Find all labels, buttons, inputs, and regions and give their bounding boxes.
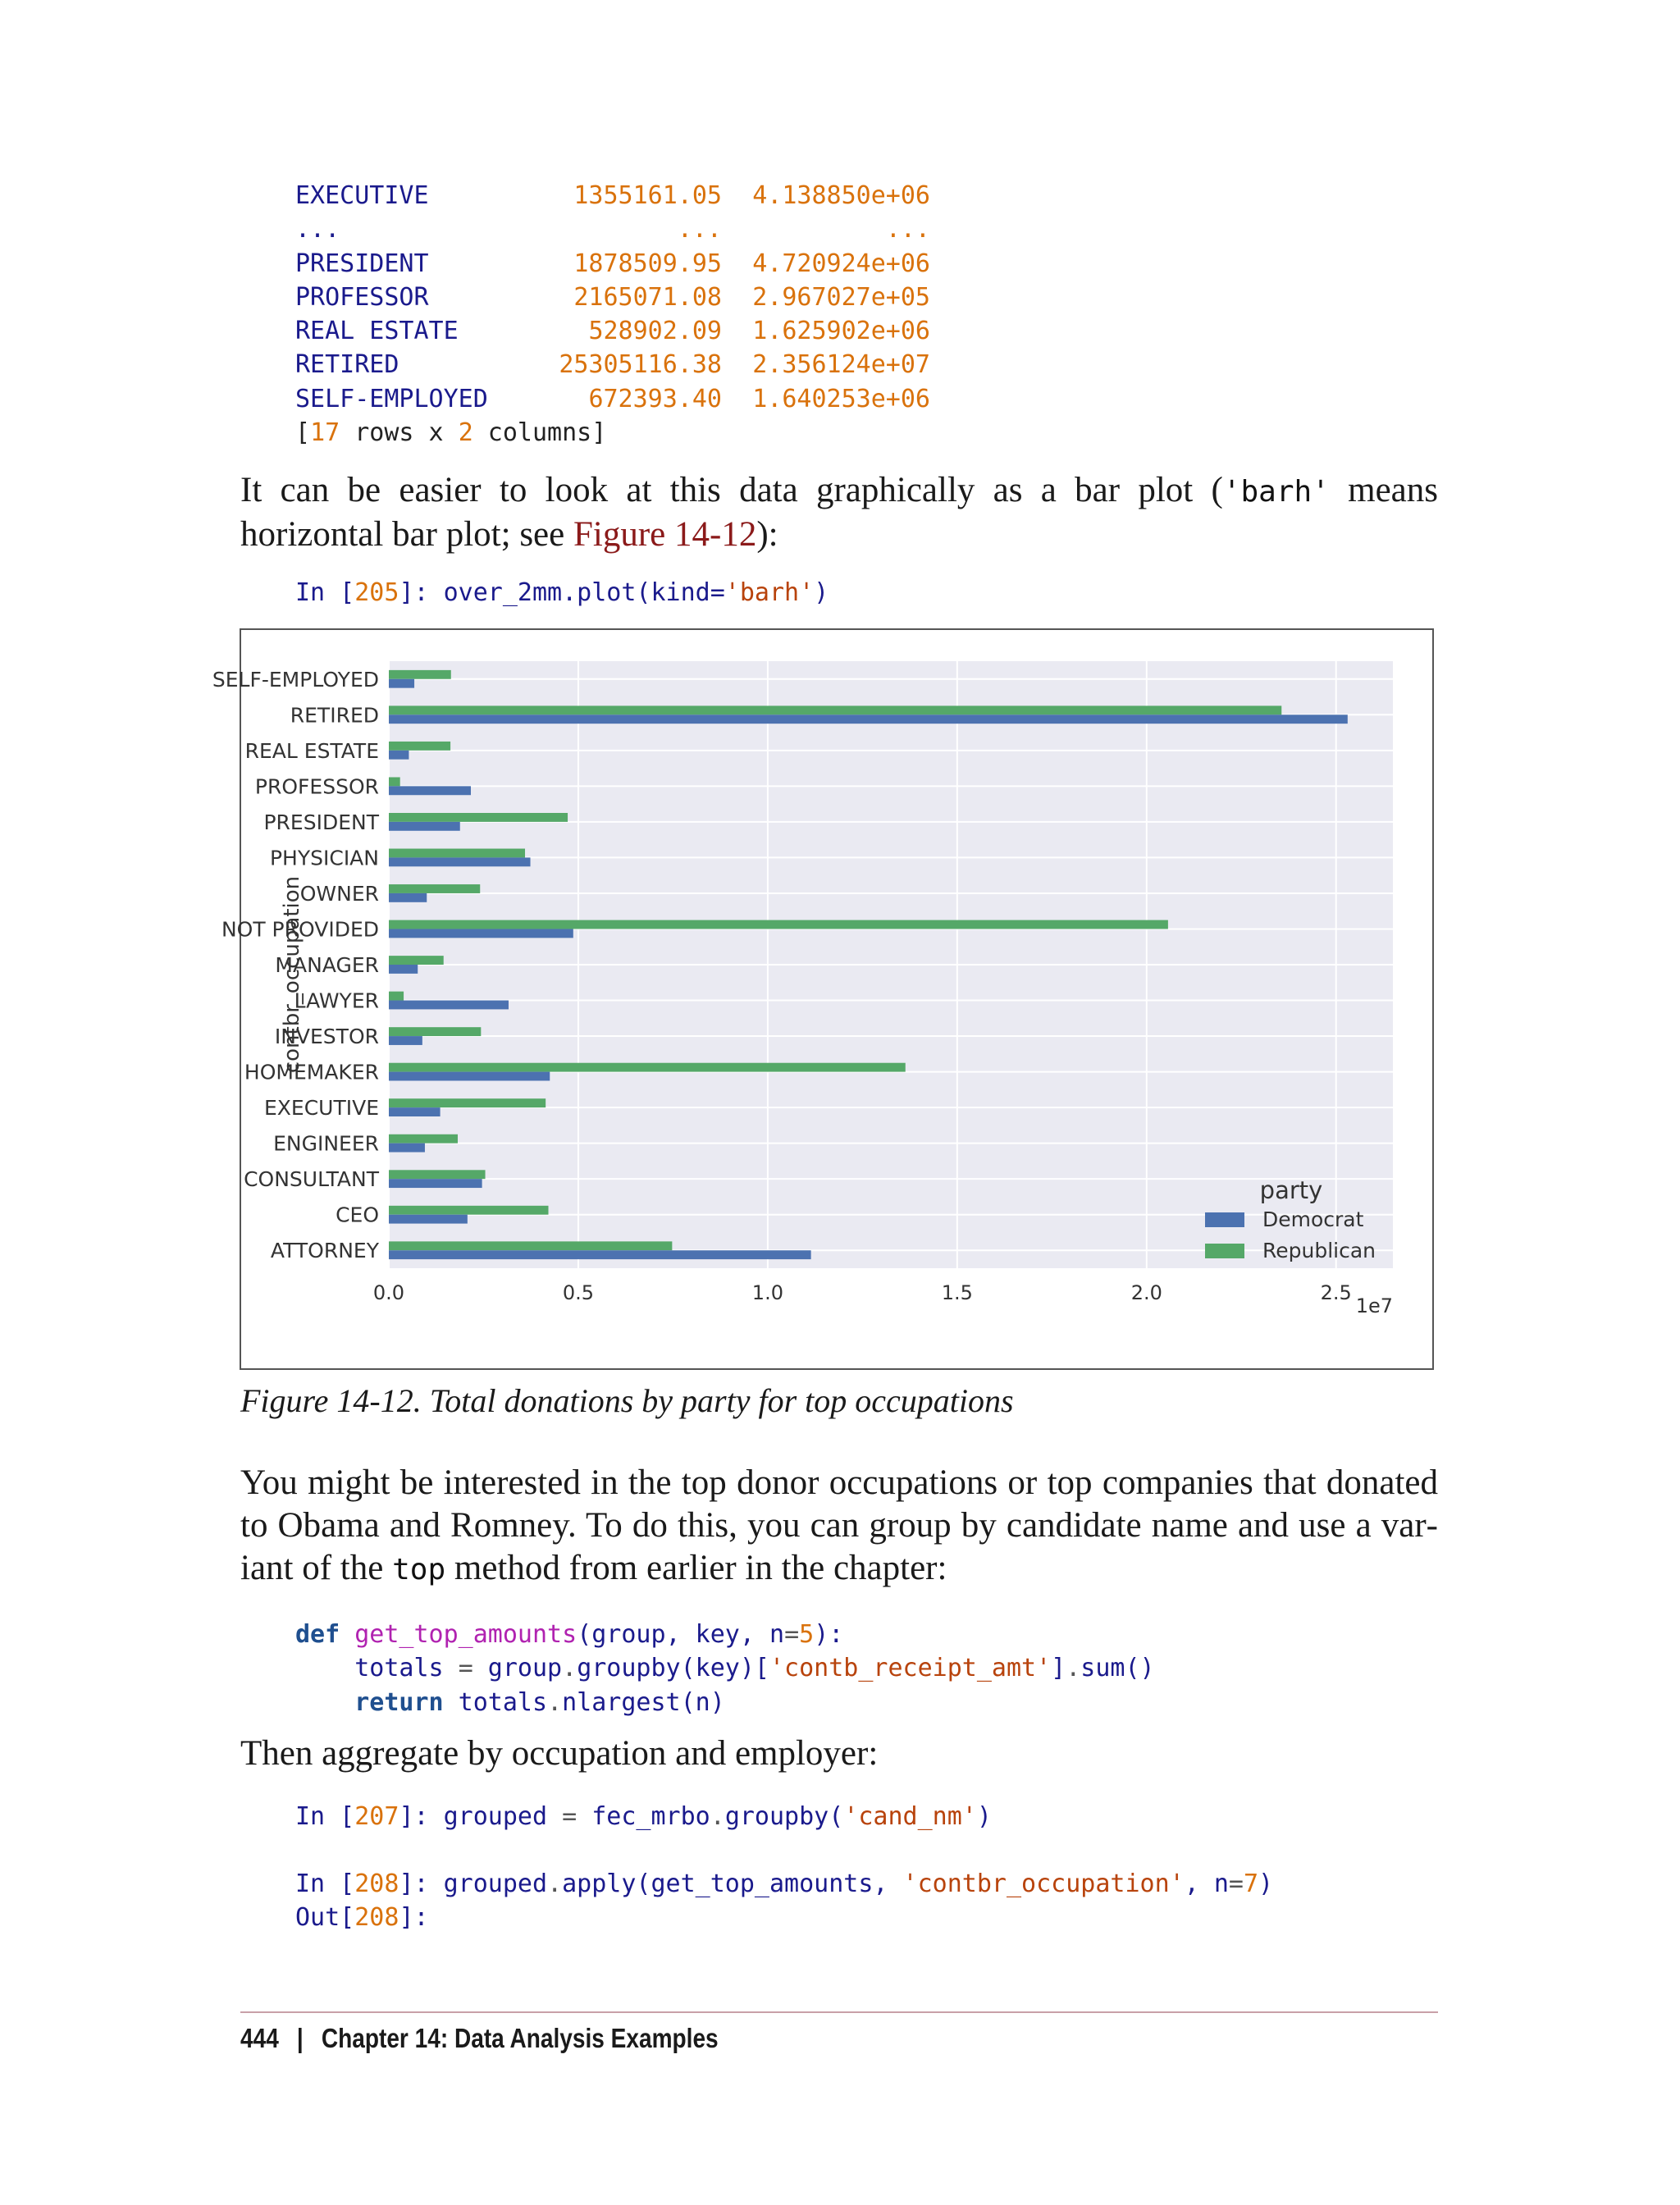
- legend-swatch-republican: [1205, 1244, 1244, 1258]
- bar-republican: [389, 670, 451, 679]
- code2-totals-ref: totals: [443, 1687, 548, 1717]
- code-groupby: [295, 1800, 992, 1833]
- code4-line-2: [295, 1901, 1273, 1934]
- y-tick-label: EXECUTIVE: [263, 1096, 379, 1121]
- code2-sum: sum(): [1080, 1654, 1155, 1683]
- page-number: 444: [240, 2023, 279, 2053]
- paragraph-barplot-intro: [240, 469, 1438, 556]
- bar-democrat: [389, 1179, 482, 1188]
- footer-rows-text: rows x: [340, 418, 459, 448]
- code4-eq: =: [1228, 1869, 1244, 1898]
- row-republican-value: 1.640253e+06: [752, 384, 930, 413]
- para2-code: top: [392, 1553, 446, 1586]
- bar-republican: [389, 849, 525, 858]
- figure-caption: Figure 14-12. Total donations by party for top occupations: [240, 1382, 1014, 1419]
- row-republican-value: 2.967027e+05: [752, 282, 930, 312]
- footer-columns-text: columns]: [472, 418, 607, 448]
- bar-democrat: [389, 1001, 509, 1010]
- row-republican-value: 1.625902e+06: [752, 317, 930, 346]
- axis-offset-label: 1e7: [1355, 1294, 1393, 1317]
- y-tick-label: PRESIDENT: [263, 810, 379, 834]
- paragraph-aggregate: Then aggregate by occupation and employer:: [240, 1734, 879, 1773]
- row-republican-value: 2.356124e+07: [752, 350, 930, 380]
- bar-republican: [389, 1170, 486, 1179]
- code4-out-a: Out[: [295, 1903, 355, 1933]
- code2-line-3: [295, 1686, 1155, 1719]
- code1-string: 'barh': [724, 578, 815, 607]
- y-tick-label: PHYSICIAN: [269, 846, 379, 870]
- code3-string: 'cand_nm': [843, 1802, 977, 1831]
- bar-republican: [389, 1241, 672, 1250]
- table-row: [295, 212, 930, 246]
- row-democrat-value: ...: [677, 215, 722, 244]
- dataframe-output: [295, 179, 930, 450]
- footer-separator: |: [296, 2023, 304, 2053]
- bar-democrat: [389, 1107, 441, 1116]
- table-row: [295, 179, 930, 212]
- bar-democrat: [389, 1072, 550, 1081]
- y-tick-label: CEO: [336, 1203, 379, 1227]
- x-tick-label: 0.0: [372, 1281, 405, 1304]
- bar-democrat: [389, 893, 427, 902]
- table-row: [295, 247, 930, 281]
- code3-body: fec_mrbo: [577, 1802, 710, 1831]
- para1-text-a: It can be easier to look at this data graphically as a bar plot (: [240, 471, 1223, 509]
- row-label: RETIRED: [295, 350, 399, 380]
- bar-democrat: [389, 857, 531, 866]
- footer-row-count: 17: [310, 418, 340, 448]
- y-tick-label: PROFESSOR: [254, 774, 379, 799]
- y-tick-label: LAWYER: [294, 988, 379, 1013]
- code2-totals: totals: [295, 1654, 459, 1683]
- code2-default-n: 5: [799, 1620, 815, 1649]
- code2-l1-end: ):: [814, 1620, 844, 1649]
- para2-text-b: method from earlier in the chapter:: [445, 1549, 947, 1587]
- code1-cell-number: 205: [354, 578, 399, 607]
- bar-republican: [389, 1027, 481, 1036]
- y-tick-label: ATTORNEY: [270, 1239, 379, 1263]
- figure-link[interactable]: Figure 14-12: [573, 515, 757, 554]
- footer-rule: [240, 2011, 1438, 2013]
- legend-label-democrat: Democrat: [1262, 1208, 1364, 1231]
- chapter-title: Chapter 14: Data Analysis Examples: [321, 2023, 719, 2053]
- legend-title: party: [1259, 1176, 1323, 1204]
- code2-dot3: .: [547, 1687, 563, 1717]
- code4-end: ): [1258, 1869, 1274, 1898]
- bar-democrat: [389, 751, 409, 760]
- para1-text-c: ):: [756, 515, 778, 554]
- row-label: EXECUTIVE: [295, 181, 429, 210]
- bar-democrat: [389, 929, 573, 938]
- para1-code: 'barh': [1222, 475, 1330, 509]
- legend-swatch-democrat: [1205, 1212, 1244, 1227]
- bar-democrat: [389, 1250, 811, 1259]
- code2-eq: =: [784, 1620, 800, 1649]
- bar-republican: [389, 742, 450, 751]
- code2-nlargest: nlargest(n): [562, 1687, 725, 1717]
- code4-n-value: 7: [1243, 1869, 1259, 1898]
- row-label: SELF-EMPLOYED: [295, 384, 488, 413]
- code2-line-1: [295, 1618, 1155, 1651]
- code3-end: ): [976, 1802, 992, 1831]
- def-keyword: def: [295, 1620, 340, 1649]
- code4-line-1: [295, 1867, 1273, 1901]
- code4-prompt-b: ]: grouped: [399, 1869, 548, 1898]
- bar-republican: [389, 777, 400, 786]
- return-keyword: return: [295, 1687, 444, 1717]
- row-democrat-value: 672393.40: [588, 384, 722, 413]
- code4-out-b: ]:: [399, 1903, 429, 1933]
- code4-body: apply(get_top_amounts,: [562, 1869, 903, 1898]
- bar-republican: [389, 992, 404, 1001]
- row-republican-value: 4.138850e+06: [752, 181, 930, 210]
- code4-dot: .: [547, 1869, 563, 1898]
- code4-mid: , n: [1184, 1869, 1229, 1898]
- row-label: REAL ESTATE: [295, 317, 459, 346]
- row-republican-value: ...: [885, 215, 930, 244]
- footer-bracket-open: [: [295, 418, 311, 448]
- bar-republican: [389, 1063, 906, 1072]
- footer-col-count: 2: [458, 418, 473, 448]
- code2-group: group: [472, 1654, 563, 1683]
- bar-republican: [389, 1134, 458, 1144]
- bar-democrat: [389, 714, 1348, 724]
- y-axis-label: contbr_occupation: [280, 875, 304, 1074]
- page-footer: [240, 2023, 719, 2054]
- function-name: get_top_amounts: [354, 1620, 578, 1649]
- code2-groupby: groupby(key)[: [577, 1654, 769, 1683]
- code4-string: 'contbr_occupation': [902, 1869, 1185, 1898]
- legend-label-republican: Republican: [1262, 1239, 1376, 1262]
- figure-frame: [212, 628, 1434, 1370]
- x-tick-label: 2.0: [1130, 1281, 1162, 1304]
- y-tick-label: INVESTOR: [274, 1025, 379, 1049]
- row-democrat-value: 1878509.95: [573, 249, 722, 278]
- bar-republican: [389, 920, 1168, 929]
- bar-chart: [212, 630, 1432, 1368]
- table-row: [295, 314, 930, 348]
- bar-republican: [389, 956, 444, 965]
- bar-democrat: [389, 822, 460, 831]
- row-democrat-value: 528902.09: [588, 317, 722, 346]
- y-tick-label: NOT PROVIDED: [221, 917, 379, 942]
- code3-eq: =: [562, 1802, 578, 1831]
- bar-democrat: [389, 1036, 422, 1045]
- bar-republican: [389, 1206, 549, 1215]
- row-democrat-value: 25305116.38: [559, 350, 722, 380]
- y-tick-label: OWNER: [299, 881, 379, 906]
- code2-line-2: [295, 1651, 1155, 1685]
- code4-out-number: 208: [354, 1903, 399, 1933]
- code3-prompt-a: In [: [295, 1802, 355, 1831]
- code1-prompt-b: ]:: [399, 578, 444, 607]
- paragraph-top-donors: [240, 1462, 1438, 1591]
- bar-republican: [389, 1098, 546, 1107]
- row-label: ...: [295, 215, 340, 244]
- table-footer: [295, 416, 606, 450]
- table-row: [295, 281, 930, 314]
- code2-args: (group, key, n: [577, 1620, 785, 1649]
- y-tick-label: SELF-EMPLOYED: [212, 667, 379, 692]
- bar-democrat: [389, 679, 414, 688]
- code4-prompt-a: In [: [295, 1869, 355, 1898]
- code2-string: 'contb_receipt_amt': [769, 1654, 1052, 1683]
- y-tick-label: HOMEMAKER: [244, 1060, 379, 1084]
- row-democrat-value: 1355161.05: [573, 181, 722, 210]
- para1-text-b: means horizontal bar plot; see: [240, 471, 1438, 554]
- bar-democrat: [389, 1144, 425, 1153]
- table-row: [295, 348, 930, 381]
- row-republican-value: 4.720924e+06: [752, 249, 930, 278]
- code2-dot: .: [562, 1654, 578, 1683]
- code4-cell-number: 208: [354, 1869, 399, 1898]
- x-tick-label: 2.5: [1320, 1281, 1352, 1304]
- y-tick-label: REAL ESTATE: [244, 738, 379, 763]
- y-tick-label: ENGINEER: [273, 1131, 379, 1156]
- bar-democrat: [389, 965, 418, 974]
- row-label: PROFESSOR: [295, 282, 429, 312]
- code2-l2-eq: =: [458, 1654, 473, 1683]
- para2-text-a: You might be interested in the top donor occupations or top companies that donated to Obama and Romney. To do this, you can group by candidate name and use a variant of the: [240, 1463, 1438, 1587]
- table-row: [295, 382, 930, 416]
- code-plot-call: [295, 576, 829, 609]
- y-tick-label: CONSULTANT: [244, 1167, 379, 1192]
- code2-dot2: .: [1066, 1654, 1081, 1683]
- y-tick-label: MANAGER: [275, 953, 379, 977]
- bar-republican: [389, 705, 1281, 714]
- code3-cell-number: 207: [354, 1802, 399, 1831]
- code3-dot: .: [710, 1802, 725, 1831]
- code2-bracket: ]: [1051, 1654, 1066, 1683]
- x-tick-label: 1.0: [751, 1281, 783, 1304]
- bar-republican: [389, 813, 568, 822]
- code3-body2: groupby(: [724, 1802, 844, 1831]
- bar-democrat: [389, 786, 471, 795]
- code3-prompt-b: ]: grouped: [399, 1802, 563, 1831]
- code1-prompt-a: In [: [295, 578, 355, 607]
- code1-end: ): [814, 578, 829, 607]
- bar-democrat: [389, 1215, 468, 1224]
- code1-body: over_2mm.plot(kind=: [443, 578, 725, 607]
- row-label: PRESIDENT: [295, 249, 429, 278]
- x-tick-label: 1.5: [941, 1281, 973, 1304]
- y-tick-label: RETIRED: [290, 703, 379, 728]
- row-democrat-value: 2165071.08: [573, 282, 722, 312]
- code-function-def: [295, 1618, 1155, 1719]
- code-apply: [295, 1867, 1273, 1935]
- bar-republican: [389, 884, 480, 893]
- x-tick-label: 0.5: [562, 1281, 595, 1304]
